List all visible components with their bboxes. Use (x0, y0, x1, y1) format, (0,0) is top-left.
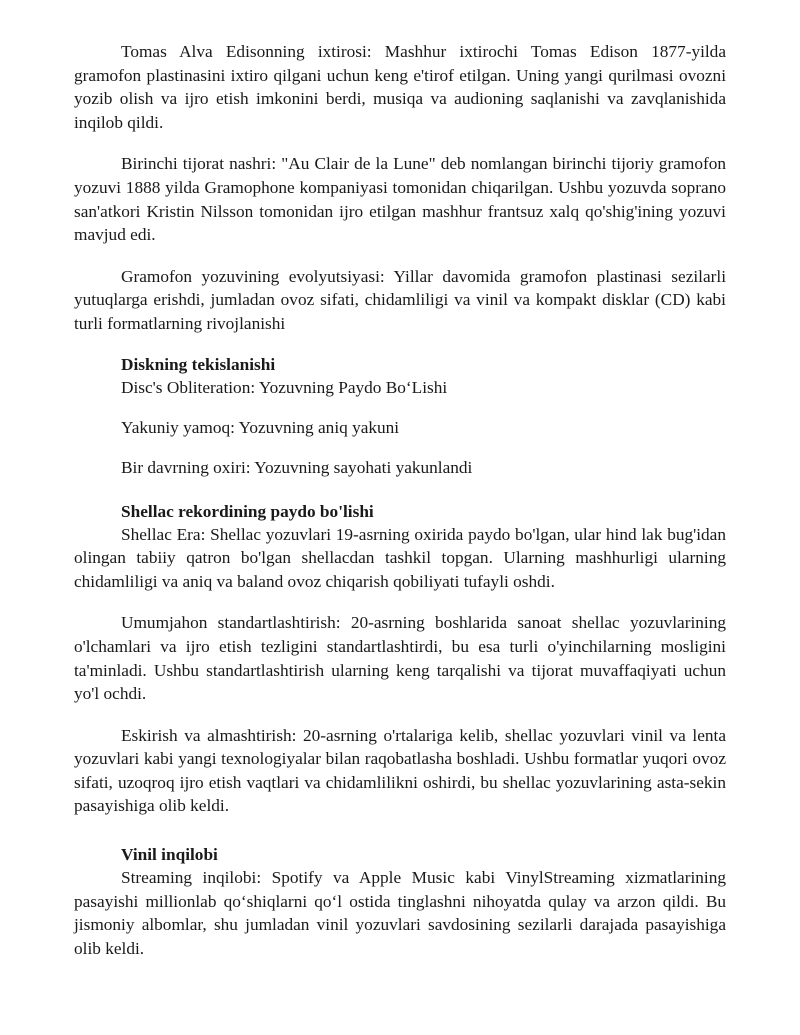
section-heading-shellac: Shellac rekordining paydo bo'lishi (121, 501, 374, 521)
paragraph-shellac-era: Shellac Era: Shellac yozuvlari 19-asrning oxirida paydo bo'lgan, ular hind lak bug'idan olingan tabiiy qatron bo'lgan shellacdan tashkil topgan. Ularning mashhurligi ularning chidamliligi va aniq va baland ovoz chiqarish qobiliyati tufayli oshdi. (74, 524, 726, 591)
list-item-final-patch: Yakuniy yamoq: Yozuvning aniq yakuni (121, 417, 400, 437)
paragraph-edison-invention: Tomas Alva Edisonning ixtirosi: Mashhur ixtirochi Tomas Edison 1877-yilda gramofon plastinasini ixtiro qilgani uchun keng e'tirof etilgan. Uning yangi qurilmasi ovozni yozib olish va ijro etish imkonini berdi, musiqa va audioning saqlanishi va zavqlanishida inqilob qildi. (74, 42, 726, 132)
paragraph-gramophone-evolution: Gramofon yozuvining evolyutsiyasi: Yillar davomida gramofon plastinasi sezilarli yutuqlarga erishdi, jumladan ovoz sifati, chidamliligi va vinil va kompakt disklar (CD) kabi turli formatlarning rivojlanishi (74, 266, 726, 333)
paragraph-universal-standardization: Umumjahon standartlashtirish: 20-asrning boshlarida sanoat shellac yozuvlarining o'lchamlari va ijro etish tezligini standartlashtirdi, bu esa turli o'yinchilarning mosligini ta'minladi. Ushbu standartlashtirish ularning keng tarqalishi va tijorat muvaffaqiyati uchun yo'l ochdi. (74, 613, 726, 704)
list-item-end-of-era: Bir davrning oxiri: Yozuvning sayohati yakunlandi (121, 457, 473, 477)
section-heading-disk-levelling: Diskning tekislanishi (121, 354, 276, 374)
list-item-disc-obliteration: Disc's Obliteration: Yozuvning Paydo Bo‘Lishi (121, 377, 448, 397)
paragraph-obsolescence-replacement: Eskirish va almashtirish: 20-asrning o'rtalariga kelib, shellac yozuvlari vinil va lenta yozuvlari kabi yangi texnologiyalar bilan raqobatlasha boshladi. Ushbu formatlar yuqori ovoz sifati, uzoqroq ijro etish vaqtlari va chidamlilikni oshirdi, bu shellac yozuvlarining asta-sekin pasayishiga olib keldi. (74, 725, 726, 816)
paragraph-streaming-revolution: Streaming inqilobi: Spotify va Apple Music kabi VinylStreaming xizmatlarining pasayishi millionlab qo‘shiqlarni qo‘l ostida tinglashni nihoyatda qulay va arzon qildi. Bu jismoniy albomlar, shu jumladan vinil yozuvlari savdosining sezilarli darajada pasayishiga olib keldi. (74, 868, 726, 958)
paragraph-first-commercial-release: Birinchi tijorat nashri: "Au Clair de la Lune" deb nomlangan birinchi tijoriy gramofon yozuvi 1888 yilda Gramophone kompaniyasi tomonidan chiqarilgan. Ushbu yozuvda soprano san'atkori Kristin Nilsson tomonidan ijro etilgan mashhur frantsuz xalq qo'shig'ining yozuvi mavjud edi. (74, 154, 726, 245)
section-heading-vinyl-revolution: Vinil inqilobi (121, 845, 218, 865)
